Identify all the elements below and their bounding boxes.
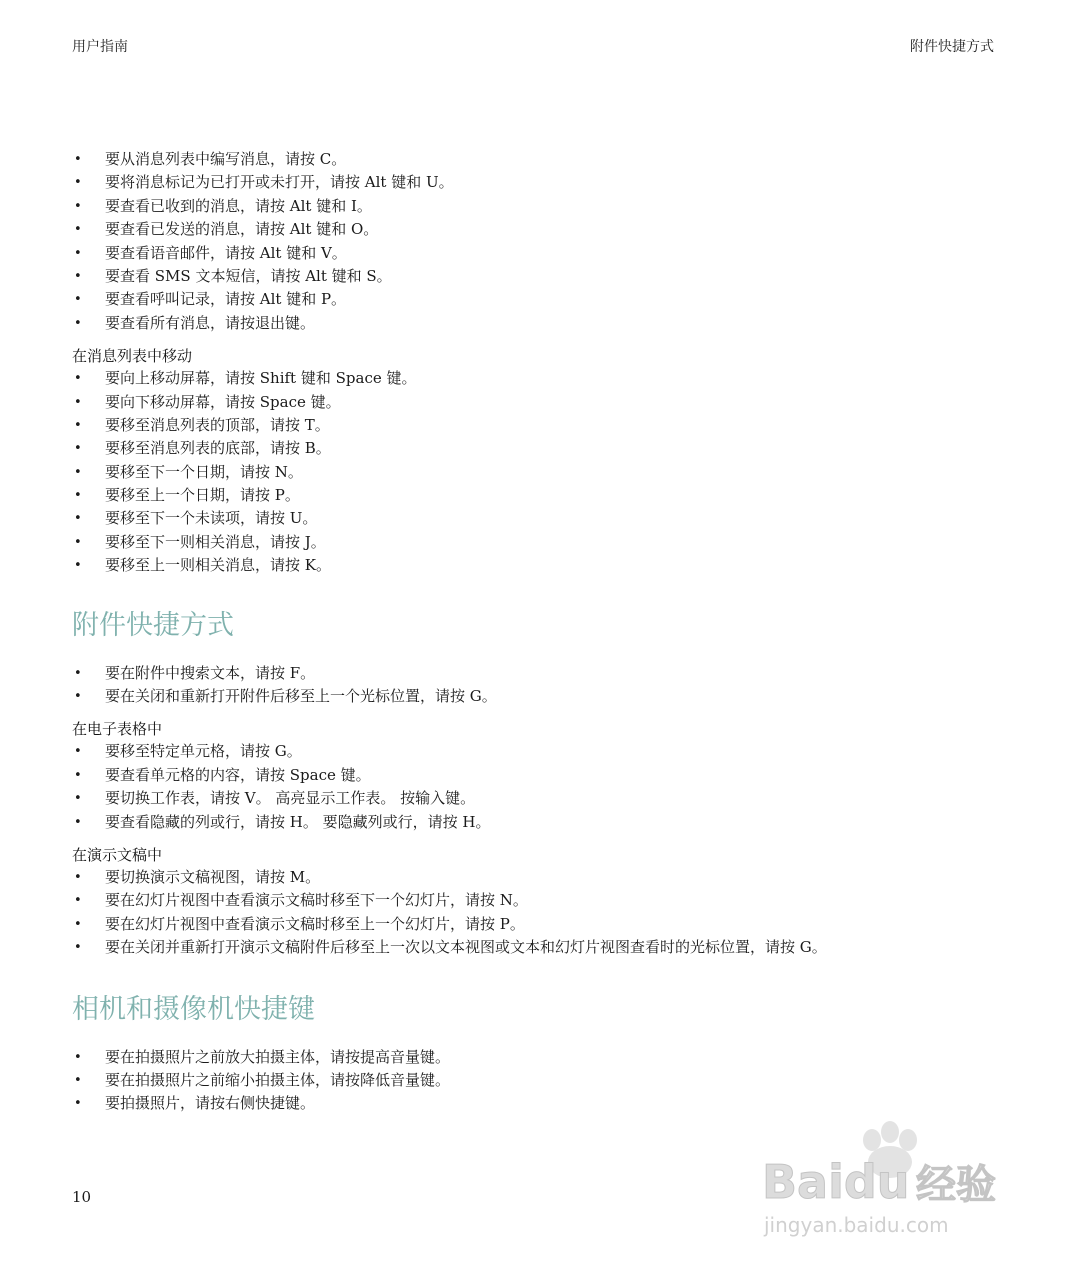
- list-item-text: 要在关闭并重新打开演示文稿附件后移至上一次以文本视图或文本和幻灯片视图查看时的光标位置，请按 G。: [105, 938, 827, 957]
- watermark-url: jingyan.baidu.com: [764, 1213, 949, 1237]
- bullet-icon: •: [74, 869, 82, 885]
- baidu-jingyan-watermark: [740, 1118, 1020, 1248]
- camera-shortcut-list: [72, 1046, 1032, 1116]
- svg-text:Baidu: [762, 1155, 910, 1209]
- page-number: 10: [72, 1188, 92, 1206]
- list-item-text: 要查看已发送的消息，请按 Alt 键和 O。: [105, 220, 379, 239]
- bullet-icon: •: [74, 814, 82, 830]
- list-item-text: 要切换工作表，请按 V。 高亮显示工作表。 按输入键。: [105, 789, 476, 808]
- bullet-icon: •: [74, 315, 82, 331]
- watermark-brand-b: du: [843, 1155, 910, 1209]
- list-item: [72, 1046, 1032, 1069]
- header-left: 用户指南: [72, 39, 128, 55]
- list-item: [72, 461, 1032, 484]
- bullet-icon: •: [74, 744, 82, 760]
- section-title-attachments: 附件快捷方式: [72, 609, 234, 641]
- bullet-icon: •: [74, 245, 82, 261]
- list-item-text: 要向下移动屏幕，请按 Space 键。: [105, 392, 341, 411]
- bullet-icon: •: [74, 441, 82, 457]
- list-item: [72, 391, 1032, 414]
- section-title-camera: 相机和摄像机快捷键: [72, 993, 315, 1025]
- list-item: [72, 484, 1032, 507]
- bullet-icon: •: [74, 198, 82, 214]
- list-item-text: 要向上移动屏幕，请按 Shift 键和 Space 键。: [105, 369, 417, 388]
- subheading-move-in-list: 在消息列表中移动: [72, 347, 193, 366]
- list-item: [72, 913, 1032, 936]
- bullet-icon: •: [74, 222, 82, 238]
- list-item-text: 要从消息列表中编写消息，请按 C。: [105, 150, 347, 168]
- header-right: 附件快捷方式: [910, 39, 994, 55]
- list-item: [72, 1092, 1032, 1115]
- list-item-text: 要移至特定单元格，请按 G。: [105, 742, 302, 761]
- messages-shortcut-list: [72, 148, 1032, 335]
- bullet-icon: •: [74, 665, 82, 681]
- list-item-text: 要在拍摄照片之前缩小拍摄主体，请按降低音量键。: [105, 1070, 451, 1089]
- list-item-text: 要拍摄照片，请按右侧快捷键。: [105, 1094, 316, 1113]
- bullet-icon: •: [74, 893, 82, 909]
- bullet-icon: •: [74, 791, 82, 807]
- spreadsheet-shortcut-list: [72, 740, 1032, 834]
- list-item-text: 要移至消息列表的底部，请按 B。: [105, 439, 331, 458]
- list-item-text: 要查看单元格的内容，请按 Space 键。: [105, 765, 371, 784]
- list-item-text: 要查看语音邮件，请按 Alt 键和 V。: [105, 243, 347, 262]
- list-item-text: 要查看所有消息，请按退出键。: [105, 313, 316, 332]
- page-content: [72, 148, 1032, 1116]
- list-item: [72, 554, 1032, 577]
- bullet-icon: •: [74, 940, 82, 956]
- list-item: [72, 437, 1032, 460]
- list-item: [72, 288, 1032, 311]
- bullet-icon: •: [74, 371, 82, 387]
- list-item-text: 要查看已收到的消息，请按 Alt 键和 I。: [105, 196, 372, 215]
- list-item-text: 要在附件中搜索文本，请按 F。: [105, 663, 316, 682]
- list-item-text: 要将消息标记为已打开或未打开，请按 Alt 键和 U。: [105, 173, 454, 192]
- bullet-icon: •: [74, 417, 82, 433]
- list-item: [72, 312, 1032, 335]
- bullet-icon: •: [74, 916, 82, 932]
- list-item-text: 要查看隐藏的列或行，请按 H。 要隐藏列或行，请按 H。: [105, 812, 491, 831]
- list-item-text: 要查看 SMS 文本短信，请按 Alt 键和 S。: [105, 266, 392, 285]
- list-item-text: 要在关闭和重新打开附件后移至上一个光标位置，请按 G。: [105, 687, 497, 706]
- bullet-icon: •: [74, 534, 82, 550]
- list-item-text: 要切换演示文稿视图，请按 M。: [105, 867, 321, 886]
- bullet-icon: •: [74, 558, 82, 574]
- list-item: [72, 414, 1032, 437]
- bullet-icon: •: [74, 292, 82, 308]
- bullet-icon: •: [74, 488, 82, 504]
- list-item-text: 要移至下一个日期，请按 N。: [105, 462, 303, 481]
- list-item: [72, 531, 1032, 554]
- bullet-icon: •: [74, 1072, 82, 1088]
- list-item-text: 要移至上一则相关消息，请按 K。: [105, 556, 331, 575]
- presentation-shortcut-list: [72, 866, 1032, 960]
- move-shortcut-list: [72, 367, 1032, 578]
- list-item-text: 要移至下一个未读项，请按 U。: [105, 509, 318, 528]
- subheading-presentation: 在演示文稿中: [72, 845, 163, 864]
- bullet-icon: •: [74, 152, 82, 167]
- list-item-text: 要移至消息列表的顶部，请按 T。: [105, 415, 330, 434]
- list-item: [72, 195, 1032, 218]
- list-item: [72, 507, 1032, 530]
- list-item: [72, 171, 1032, 194]
- list-item-text: 要移至上一个日期，请按 P。: [105, 486, 300, 505]
- list-item-text: 要在拍摄照片之前放大拍摄主体，请按提高音量键。: [105, 1047, 451, 1066]
- list-item: [72, 218, 1032, 241]
- watermark-brand-a: Bai: [762, 1155, 844, 1209]
- bullet-icon: •: [74, 511, 82, 527]
- bullet-icon: •: [74, 394, 82, 410]
- bullet-icon: •: [74, 1049, 82, 1065]
- list-item: [72, 811, 1032, 834]
- watermark-brand-cn: 经验: [916, 1162, 996, 1208]
- list-item: [72, 787, 1032, 810]
- list-item: [72, 685, 1032, 708]
- subheading-spreadsheet: 在电子表格中: [72, 720, 163, 739]
- bullet-icon: •: [74, 464, 82, 480]
- list-item: [72, 265, 1032, 288]
- bullet-icon: •: [74, 268, 82, 284]
- bullet-icon: •: [74, 689, 82, 705]
- list-item: [72, 764, 1032, 787]
- list-item: [72, 367, 1032, 390]
- bullet-icon: •: [74, 1096, 82, 1112]
- bullet-icon: •: [74, 175, 82, 191]
- list-item-text: 要查看呼叫记录，请按 Alt 键和 P。: [105, 290, 347, 309]
- list-item-text: 要在幻灯片视图中查看演示文稿时移至上一个幻灯片，请按 P。: [105, 914, 525, 933]
- list-item: [72, 740, 1032, 763]
- list-item: [72, 148, 1032, 171]
- list-item-text: 要在幻灯片视图中查看演示文稿时移至下一个幻灯片，请按 N。: [105, 891, 528, 910]
- list-item-text: 要移至下一则相关消息，请按 J。: [105, 532, 326, 551]
- attachment-shortcut-list: [72, 662, 1032, 709]
- list-item: [72, 1069, 1032, 1092]
- list-item: [72, 242, 1032, 265]
- bullet-icon: •: [74, 767, 82, 783]
- list-item: [72, 936, 1032, 959]
- list-item: [72, 889, 1032, 912]
- list-item: [72, 866, 1032, 889]
- list-item: [72, 662, 1032, 685]
